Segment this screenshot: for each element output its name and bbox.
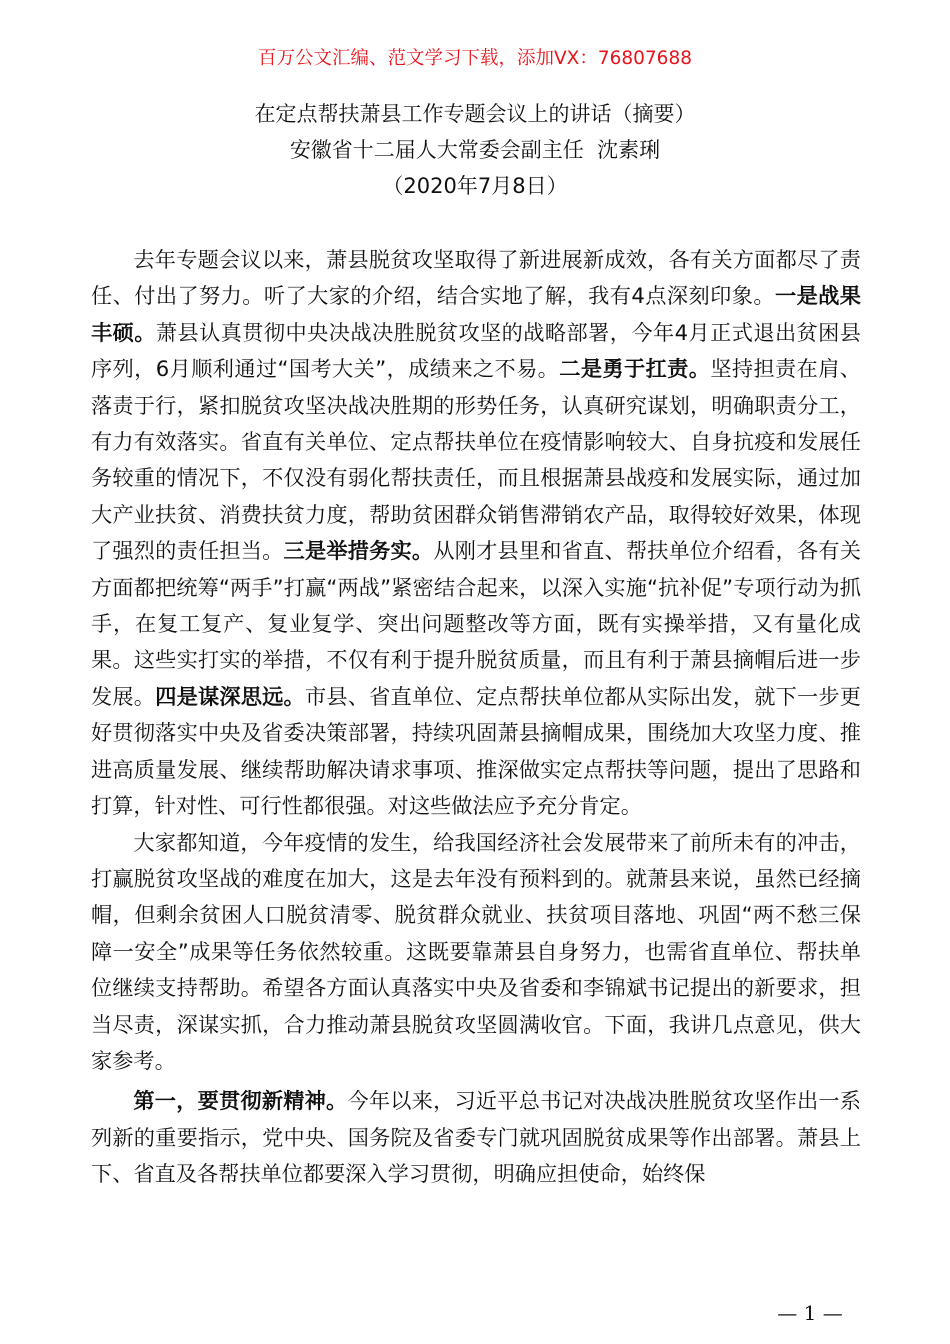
page-number: — 1 — xyxy=(777,1301,843,1325)
point-4-text: 市县、省直单位、定点帮扶单位都从实际出发，就下一步更好贯彻落实中央及省委决策部署，持续巩固萧县摘帽成果，围绕加大攻坚力度、推进高质量发展、继续帮助解决请求事项、推深做实定点帮扶等问题，提出了思路和打算，针对性、可行性都很强。对这些做法应予充分肯定。 xyxy=(91,683,861,819)
point-3-heading: 三是举措务实。 xyxy=(283,538,434,564)
promo-banner: 百万公文汇编、范文学习下载，添加VX：76807688 xyxy=(258,48,692,69)
point-1-heading: 一是战果丰硕。 xyxy=(91,283,861,345)
paragraph-3 xyxy=(91,1083,861,1192)
section-1-heading: 第一，要贯彻新精神。 xyxy=(133,1088,348,1114)
section-1-text: 今年以来，习近平总书记对决战决胜脱贫攻坚作出一系列新的重要指示，党中央、国务院及省委专门就巩固脱贫成果等作出部署。萧县上下、省直及各帮扶单位都要深入学习贯彻，明确应担使命，始终保 xyxy=(91,1088,861,1187)
paragraph-1 xyxy=(91,242,861,825)
speech-date: （2020年7月8日） xyxy=(382,174,568,198)
speech-title: 在定点帮扶萧县工作专题会议上的讲话（摘要） xyxy=(254,102,696,126)
paragraph-1-intro: 去年专题会议以来，萧县脱贫攻坚取得了新进展新成效，各有关方面都尽了责任、付出了努力。听了大家的介绍，结合实地了解，我有4点深刻印象。 xyxy=(91,247,861,309)
point-1-text: 萧县认真贯彻中央决战决胜脱贫攻坚的战略部署，今年4月正式退出贫困县序列，6月顺利通过“国考大关”，成绩来之不易。 xyxy=(91,319,861,382)
point-3-text: 从刚才县里和省直、帮扶单位介绍看，各有关方面都把统筹“两手”打赢“两战”紧密结合起来，以深入实施“抗补促”专项行动为抓手，在复工复产、复业复学、突出问题整改等方面，既有实操举措，又有量化成果。这些实打实的举措，不仅有利于提升脱贫质量，而且有利于萧县摘帽后进一步发展。 xyxy=(91,538,861,709)
speaker-line: 安徽省十二届人大常委会副主任 沈素琍 xyxy=(289,138,661,162)
header-block xyxy=(0,96,950,204)
point-2-text: 坚持担责在肩、落责于行，紧扣脱贫攻坚决战决胜期的形势任务，认真研究谋划，明确职责分工，有力有效落实。省直有关单位、定点帮扶单位在疫情影响较大、自身抗疫和发展任务较重的情况下，不仅没有弱化帮扶责任，而且根据萧县战疫和发展实际，通过加大产业扶贫、消费扶贫力度，帮助贫困群众销售滞销农产品，取得较好效果，体现了强烈的责任担当。 xyxy=(91,356,861,564)
paragraph-2: 大家都知道，今年疫情的发生，给我国经济社会发展带来了前所未有的冲击，打赢脱贫攻坚战的难度在加大，这是去年没有预料到的。就萧县来说，虽然已经摘帽，但剩余贫困人口脱贫清零、脱贫群众就业、扶贫项目落地、巩固“两不愁三保障一安全”成果等任务依然较重。这既要靠萧县自身努力，也需省直单位、帮扶单位继续支持帮助。希望各方面认真落实中央及省委和李锦斌书记提出的新要求，担当尽责，深谋实抓，合力推动萧县脱贫攻坚圆满收官。下面，我讲几点意见，供大家参考。 xyxy=(91,829,861,1073)
point-4-heading: 四是谋深思远。 xyxy=(155,683,305,709)
point-2-heading: 二是勇于扛责。 xyxy=(559,356,711,382)
body-text xyxy=(91,242,861,1193)
